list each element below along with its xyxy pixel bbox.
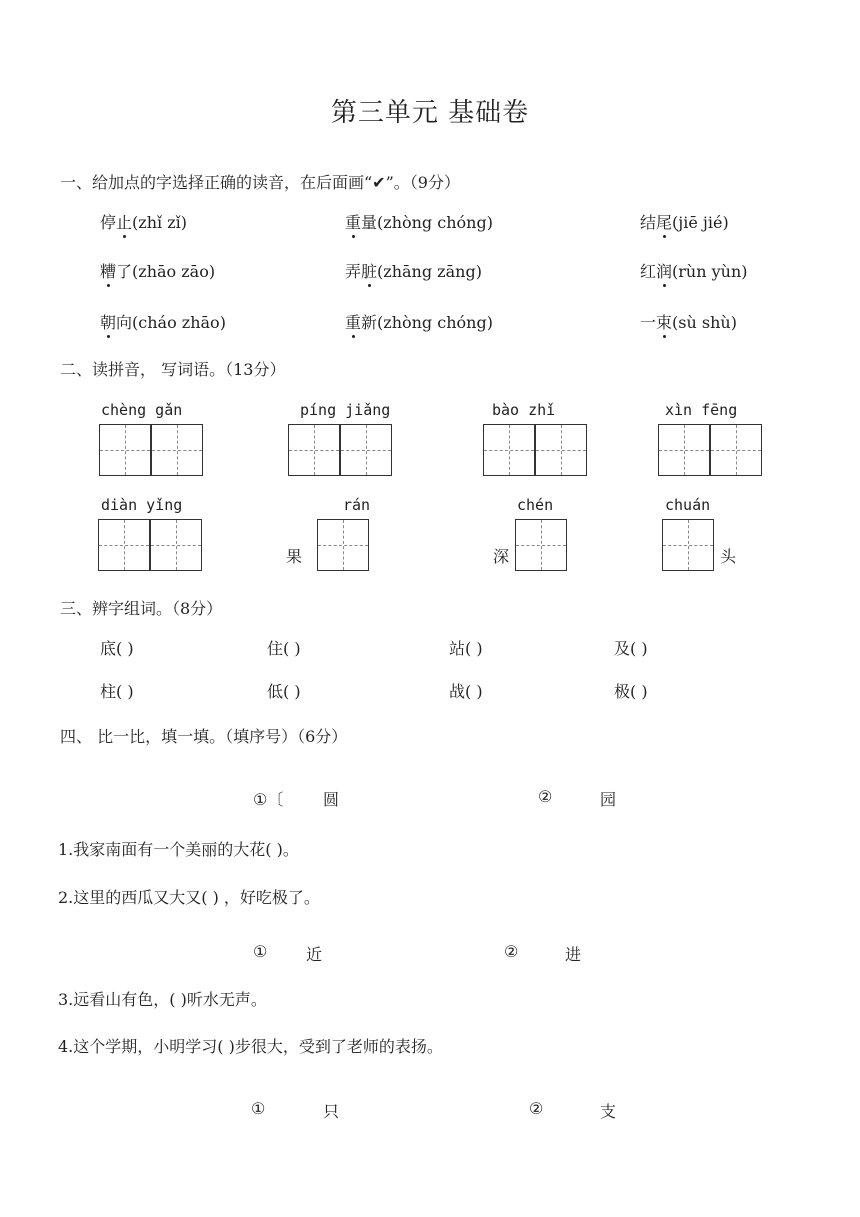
writing-grid-2b[interactable]: [340, 424, 392, 476]
q3-item-6: 低( ): [267, 682, 301, 701]
writing-grid-7[interactable]: [515, 519, 567, 571]
q3-item-8: 极( ): [614, 682, 648, 701]
given-char-6: 果: [286, 547, 303, 566]
given-char-8: 头: [720, 547, 737, 566]
section-2-heading: 二、读拼音， 写词语。（13分）: [60, 360, 286, 379]
pinyin-8: chuán: [665, 496, 711, 514]
option-4-char: 进: [565, 945, 582, 964]
writing-grid-4b[interactable]: [710, 424, 762, 476]
q1-item-6: 红润(rùn yùn): [640, 259, 748, 282]
pinyin-1: chèng gǎn: [101, 401, 183, 419]
q3-item-1: 底( ): [100, 639, 134, 658]
section-3-heading: 三、辨字组词。（8分）: [60, 599, 223, 618]
writing-grid-4a[interactable]: [658, 424, 710, 476]
writing-grid-8[interactable]: [662, 519, 714, 571]
q3-item-4: 及( ): [614, 639, 648, 658]
q3-item-7: 战( ): [449, 682, 483, 701]
q1-item-5: 弄脏(zhāng zāng): [345, 259, 482, 282]
option-2-number: ②: [538, 787, 553, 806]
q3-item-2: 住( ): [267, 639, 301, 658]
q3-item-5: 柱( ): [100, 682, 134, 701]
writing-grid-6[interactable]: [317, 519, 369, 571]
option-1-char: 圆: [323, 790, 340, 809]
option-5-char: 只: [323, 1102, 340, 1121]
option-5-number: ①: [251, 1099, 266, 1118]
writing-grid-1b[interactable]: [151, 424, 203, 476]
writing-grid-2a[interactable]: [288, 424, 340, 476]
section-1-heading: 一、给加点的字选择正确的读音，在后面画“✔”。（9分）: [60, 173, 460, 192]
option-6-char: 支: [600, 1102, 617, 1121]
q1-item-1: 停止(zhǐ zǐ): [100, 210, 187, 233]
option-1-number: ①〔: [253, 790, 284, 809]
pinyin-5: diàn yǐng: [101, 496, 183, 514]
option-4-number: ②: [504, 942, 519, 961]
option-6-number: ②: [529, 1099, 544, 1118]
pinyin-7: chén: [517, 496, 554, 514]
writing-grid-5b[interactable]: [150, 519, 202, 571]
q4-sentence-3: 3.远看山有色，( )听水无声。: [58, 990, 267, 1009]
writing-grid-1a[interactable]: [99, 424, 151, 476]
option-2-char: 园: [600, 790, 617, 809]
q1-item-4: 糟了(zhāo zāo): [100, 259, 215, 282]
given-char-7: 深: [493, 547, 510, 566]
option-3-number: ①: [253, 942, 268, 961]
writing-grid-3a[interactable]: [483, 424, 535, 476]
q4-sentence-1: 1.我家南面有一个美丽的大花( )。: [58, 840, 299, 859]
q4-sentence-2: 2.这里的西瓜又大又( ) ，好吃极了。: [58, 888, 320, 907]
writing-grid-3b[interactable]: [535, 424, 587, 476]
q1-item-2: 重量(zhòng chóng): [345, 210, 493, 233]
q1-item-7: 朝向(cháo zhāo): [100, 310, 226, 333]
q4-sentence-4: 4.这个学期，小明学习( )步很大，受到了老师的表扬。: [58, 1037, 443, 1056]
pinyin-4: xìn fēng: [665, 401, 738, 419]
writing-grid-5a[interactable]: [98, 519, 150, 571]
q3-item-3: 站( ): [449, 639, 483, 658]
page-title: 第三单元 基础卷: [330, 98, 530, 128]
pinyin-3: bào zhǐ: [492, 401, 556, 419]
q1-item-9: 一束(sù shù): [640, 310, 737, 333]
q1-item-8: 重新(zhòng chóng): [345, 310, 493, 333]
pinyin-2: píng jiǎng: [300, 401, 391, 419]
pinyin-6: rán: [343, 496, 371, 514]
option-3-char: 近: [306, 945, 323, 964]
q1-item-3: 结尾(jiē jié): [640, 210, 729, 233]
section-4-heading: 四、 比一比，填一填。（填序号）（6分）: [60, 727, 348, 746]
